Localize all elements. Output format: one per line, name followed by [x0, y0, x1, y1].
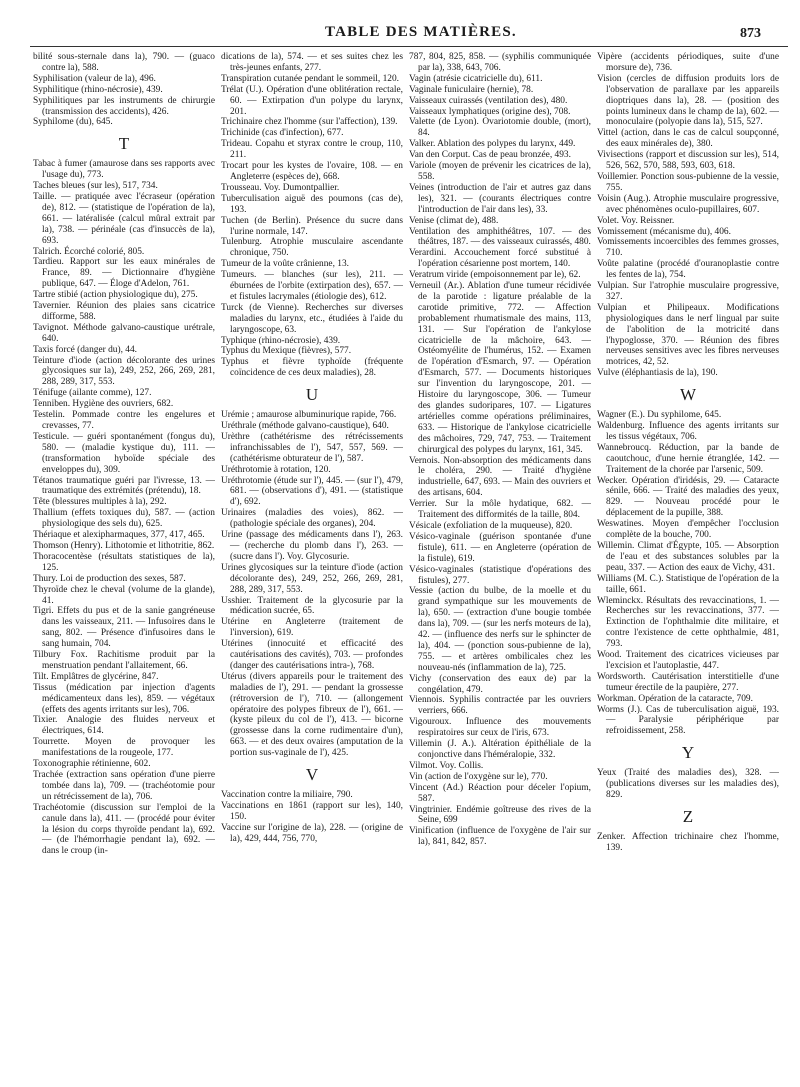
index-entry: Vésico-vaginale (guérison spontanée d'une fistule), 611. — en Angleterre (opération de la fistule), 619.: [409, 531, 591, 564]
section-letter: V: [305, 765, 319, 785]
index-entry: Trousseau. Voy. Dumontpallier.: [221, 182, 340, 193]
index-entry: Vittel (action, dans le cas de calcul soupçonné, des eaux minérales de), 380.: [597, 128, 779, 150]
index-entry: Vulpian. Sur l'atrophie musculaire progressive, 327.: [597, 281, 779, 302]
index-entry: Tenniben. Hygiène des ouvriers, 682.: [33, 399, 174, 410]
index-entry: Tigri. Effets du pus et de la sanie gangréneuse dans les vaisseaux, 211. — Infusoires dans le sang, 802. — Présence d'infusoires dans le sang humain, 704.: [33, 606, 215, 650]
index-entry: Vernois. Non-absorption des médicaments dans le choléra, 290. — Traité d'hygiène industrielle, 647, 693. — Main des ouvriers et des artisans, 604.: [409, 455, 591, 499]
section-letter: Y: [681, 743, 695, 763]
index-entry: Vagin (atrésie cicatricielle du), 611.: [409, 73, 543, 84]
index-entry: Vaisseaux cuirassés (ventilation des), 480.: [409, 95, 568, 106]
index-entry: Wordsworth. Cautérisation interstitielle d'une tumeur érectile de la paupière, 277.: [597, 671, 779, 693]
index-entry: Syphilome (du), 645.: [33, 117, 113, 128]
index-entry: Williams (M. C.). Statistique de l'opération de la taille, 661.: [597, 573, 779, 595]
index-entry: Yeux (Traité des maladies des), 328. — (publications diverses sur les maladies des), 829.: [597, 768, 779, 800]
index-entry: Vésico-vaginales (statistique d'opérations des fistules), 277.: [409, 564, 591, 586]
index-entry: Trideau. Copahu et styrax contre le croup, 110, 211.: [221, 139, 403, 161]
index-entry: Tourrette. Moyen de provoquer les manifestations de la rougeole, 177.: [33, 737, 215, 759]
index-entry: Urinaires (maladies des voies), 862. — (pathologie spéciale des organes), 204.: [221, 508, 403, 530]
index-entry: Villemin (J. A.). Altération épithéliale de la conjonctive dans l'héméralopie, 332.: [409, 739, 591, 760]
header-rule: [30, 46, 788, 47]
index-entry: Utérus (divers appareils pour le traitement des maladies de l'), 291. — pendant la grossesse (rétroversion de l'), 710. — (allongement opératoire des polypes fibreux de l'), 661. — (kyste pileux du col de l'), 413. — bicorne (grossesse dans la corne rudimentaire d'un), 663. — et des deux ovaires (amputation de la portion sus-vaginale de l'), 425.: [221, 671, 403, 759]
index-entry: Utérines (innocuité et efficacité des cautérisations des cavités), 703. — profondes (danger des cautérisations intra-), 768.: [221, 639, 403, 671]
index-entry: bilité sous-sternale dans la), 790. — (guaco contre la), 588.: [33, 52, 215, 73]
index-entry: Vincent (Ad.) Réaction pour déceler l'opium, 587.: [409, 782, 591, 804]
index-entry: Verardini. Accouchement forcé substitué à l'opération césarienne post mortem, 140.: [409, 248, 591, 270]
index-entry: Vision (cercles de diffusion produits lors de l'observation de parallaxe par les appareils dioptriques dans la), 28. — (position des points lumineux dans le champ de la), 602. — monoculaire (polyopie dans la), 515, 527.: [597, 73, 779, 128]
index-entry: Typhique (rhino-nécrosie), 439.: [221, 335, 341, 346]
index-entry: Vomissements incoercibles des femmes grosses, 710.: [597, 237, 779, 259]
index-entry: Thyroïde chez le cheval (volume de la glande), 41.: [33, 584, 215, 606]
index-entry: Variole (moyen de prévenir les cicatrices de la), 558.: [409, 161, 591, 182]
index-entry: Wood. Traitement des cicatrices vicieuses par l'excision et l'autoplastie, 447.: [597, 650, 779, 671]
index-column-1: [33, 52, 215, 1082]
index-entry: Vingtrinier. Endémie goîtreuse des rives de la Seine, 699: [409, 804, 591, 826]
index-entry: Vipère (accidents périodiques, suite d'une morsure de), 736.: [597, 52, 779, 73]
index-entry: Valker. Ablation des polypes du larynx, 449.: [409, 139, 576, 150]
index-entry: 787, 804, 825, 858. — (syphilis communiquée par la), 338, 643, 706.: [409, 52, 591, 73]
index-column-3: [409, 52, 591, 1082]
index-entry: Thériaque et alexipharmaques, 377, 417, 465.: [33, 530, 205, 541]
index-entry: Testelin. Pommade contre les engelures et crevasses, 77.: [33, 410, 215, 431]
index-entry: Transpiration cutanée pendant le sommeil, 120.: [221, 73, 400, 84]
index-entry: Uréthrale (méthode galvano-caustique), 640.: [221, 421, 389, 431]
index-entry: Workman. Opération de la cataracte, 709.: [597, 693, 753, 704]
index-entry: Vaccine sur l'origine de la), 228. — (origine de la), 429, 444, 756, 770,: [221, 822, 403, 844]
index-entry: Verrier. Sur la môle hydatique, 682. — Traitement des difformités de la taille, 804.: [409, 499, 591, 521]
index-entry: Thomson (Henry). Lithotomie et lithotritie, 862.: [33, 540, 215, 551]
index-entry: Tavernier. Réunion des plaies sans cicatrice difforme, 588.: [33, 301, 215, 322]
section-letter: Z: [682, 806, 694, 826]
index-entry: Uréthrotomie à rotation, 120.: [221, 464, 331, 475]
index-entry: Volet. Voy. Reissner.: [597, 215, 675, 226]
index-entry: Vaisseaux lymphatiques (origine des), 708.: [409, 106, 571, 117]
index-entry: Vomissement (mécanisme du), 406.: [597, 226, 731, 237]
index-entry: Van den Corput. Cas de peau bronzée, 493.: [409, 150, 571, 161]
index-entry: Toxonographie rétinienne, 602.: [33, 759, 151, 770]
index-entry: Verneuil (Ar.). Ablation d'une tumeur récidivée de la parotide : ligature préalable de la carotide primitive, 772. — Affection probablement rhumatismale des mains, 113, 131. — Sur l'opération de l'ankylose cicatricielle de la mâchoire, 643. — Ostéomyélite de l'humérus, 152. — Examen de l'opération d'Esmarch, 97. — Opération d'Esmarch, 577. — Documents historiques sur l'invention du laryngoscope, 201. — Histoire du laryngoscope, 306. — Tumeur des glandes sudoripares, 107. — Ligatures artérielles comme opérations préliminaires, 633. — Historique de l'ankylose cicatricielle des mâchoires, 729, 747, 753. — Traitement chirurgical des polypes du larynx, 161, 345.: [409, 281, 591, 455]
index-entry: Typhus du Mexique (fièvres), 577.: [221, 346, 352, 357]
index-entry: Zenker. Affection trichinaire chez l'homme, 139.: [597, 831, 779, 853]
index-entry: Ténifuge (ailante comme), 127.: [33, 388, 152, 399]
index-entry: Turck (de Vienne). Recherches sur diverses maladies du larynx, etc., étudiées à l'aide du laryngoscope, 63.: [221, 302, 403, 335]
index-entry: Wagner (E.). Du syphilome, 645.: [597, 410, 722, 421]
index-entry: Vivisections (rapport et discussion sur les), 514, 526, 562, 570, 588, 593, 603, 618.: [597, 150, 779, 172]
index-entry: Tixier. Analogie des fluides nerveux et électriques, 614.: [33, 715, 215, 737]
index-entry: Waldenburg. Influence des agents irritants sur les tissus végétaux, 706.: [597, 421, 779, 442]
index-entry: Tilbury Fox. Rachitisme produit par la menstruation pendant l'allaitement, 66.: [33, 650, 215, 671]
index-entry: Wleminckx. Résultats des revaccinations, 1. — Recherches sur les revaccinations, 377. — Extinction de l'ophthalmie dite militaire, et contre l'existence de cette ophthalmie, 481, 793.: [597, 595, 779, 650]
index-entry: Trélat (U.). Opération d'une oblitération rectale, 60. — Extirpation d'un polype du larynx, 201.: [221, 84, 403, 117]
index-entry: Tulenburg. Atrophie musculaire ascendante chronique, 750.: [221, 237, 403, 259]
running-title: TABLE DES MATIÈRES.: [325, 24, 517, 40]
index-entry: Vichy (conservation des eaux de) par la congélation, 479.: [409, 673, 591, 695]
section-letter: U: [305, 385, 319, 405]
index-entry: Trachée (extraction sans opération d'une pierre tombée dans la), 709. — (trachéotomie pour un rétrécissement de la), 706.: [33, 770, 215, 802]
index-entry: Trichinaire chez l'homme (sur l'affection), 139.: [221, 117, 398, 128]
index-entry: Viennois. Syphilis contractée par les ouvriers verriers, 666.: [409, 695, 591, 717]
index-entry: Syphilitiques par les instruments de chirurgie (transmission des accidents), 426.: [33, 95, 215, 117]
index-entry: Vessie (action du bulbe, de la moelle et du grand sympathique sur les mouvements de la), 650. — (extraction d'une bougie tombée dans la), 709. — (sur les nerfs moteurs de la), 42. — (influence des nerfs sur le sphincter de la), 404. — (ponction sous-pubienne de la), 755. — et artères ombilicales chez les nouveau-nés (inflammation de la), 725.: [409, 586, 591, 673]
index-entry: Vulve (éléphantiasis de la), 190.: [597, 368, 718, 379]
index-entry: Tavignot. Méthode galvano-caustique urétrale, 640.: [33, 322, 215, 344]
index-entry: Voillemier. Ponction sous-pubienne de la vessie, 755.: [597, 171, 779, 193]
index-entry: Trocart pour les kystes de l'ovaire, 108. — en Angleterre (espèces de), 668.: [221, 161, 403, 182]
index-entry: Utérine en Angleterre (traitement de l'inversion), 619.: [221, 617, 403, 639]
index-entry: Worms (J.). Cas de tuberculisation aiguë, 193. — Paralysie périphérique par refroidissement, 258.: [597, 704, 779, 737]
index-entry: Urines glycosiques sur la teinture d'iode (action décolorante des), 249, 252, 266, 269, 281, 288, 289, 317, 553.: [221, 562, 403, 595]
section-letter: W: [679, 385, 697, 405]
index-entry: Veines (introduction de l'air et autres gaz dans les), 321. — (courants électriques contre l'introduction de l'air dans les), 33.: [409, 182, 591, 215]
index-entry: Veratrum viride (empoisonnement par le), 62.: [409, 270, 581, 281]
index-column-4: [597, 52, 779, 1082]
index-entry: Vigouroux. Influence des mouvements respiratoires sur ceux de l'iris, 673.: [409, 717, 591, 739]
index-entry: Wecker. Opération d'iridésis, 29. — Cataracte sénile, 666. — Traité des maladies des yeux, 829. — Nouveau procédé pour le déplacement de la pupille, 388.: [597, 475, 779, 519]
index-entry: Vulpian et Philipeaux. Modifications physiologiques dans le nerf lingual par suite de l'abolition de la motricité dans l'hypoglosse, 370. — Réunion des fibres nerveuses sensitives avec les fibres nerveuses motrices, 42, 52.: [597, 302, 779, 368]
index-entry: Vésicale (exfoliation de la muqueuse), 820.: [409, 520, 573, 531]
index-entry: Weswatines. Moyen d'empêcher l'occlusion complète de la bouche, 700.: [597, 519, 779, 541]
index-entry: Teinture d'iode (action décolorante des urines glycosiques sur la), 249, 252, 266, 269, 281, 288, 289, 317, 553.: [33, 355, 215, 388]
page-number: 873: [740, 26, 761, 41]
index-entry: Syphilitique (rhino-nécrosie), 439.: [33, 84, 163, 95]
index-entry: Tête (blessures multiples à la), 292.: [33, 497, 167, 508]
index-entry: Typhus et fièvre typhoïde (fréquente coïncidence de ces deux maladies), 28.: [221, 357, 403, 379]
index-entry: Tuberculisation aiguë des poumons (cas de), 193.: [221, 193, 403, 215]
index-entry: Vin (action de l'oxygène sur le), 770.: [409, 771, 548, 782]
index-entry: Wannebroucq. Réduction, par la bande de caoutchouc, d'une hernie étranglée, 142. — Traitement de la chorée par l'arsenic, 509.: [597, 442, 779, 475]
index-entry: Vaginale funiculaire (hernie), 78.: [409, 84, 534, 95]
index-entry: Trichinide (cas d'infection), 677.: [221, 128, 344, 139]
index-entry: Vaccination contre la miliaire, 790.: [221, 790, 353, 800]
index-entry: Urémie ; amaurose albuminurique rapide, 766.: [221, 410, 397, 421]
index-entry: Tabac à fumer (amaurose dans ses rapports avec l'usage du), 773.: [33, 159, 215, 181]
index-entry: Taches bleues (sur les), 517, 734.: [33, 181, 158, 192]
index-entry: Vinification (influence de l'oxygène de l'air sur la), 841, 842, 857.: [409, 826, 591, 848]
index-entry: Usshier. Traitement de la glycosurie par la médication sucrée, 65.: [221, 595, 403, 617]
index-entry: Willemin. Climat d'Égypte, 105. — Absorption de l'eau et des substances solubles par la peau, 337. — Action des eaux de Vichy, 431.: [597, 540, 779, 573]
section-letter: T: [118, 134, 130, 154]
index-entry: Tumeur de la voûte crânienne, 13.: [221, 259, 350, 270]
index-entry: Taxis forcé (danger du), 44.: [33, 344, 137, 355]
index-entry: Syphilisation (valeur de la), 496.: [33, 73, 156, 84]
index-entry: Tissus (médication par injection d'agents médicamenteux dans les), 859. — végétaux (effets des agents irritants sur les), 706.: [33, 682, 215, 715]
index-column-2: [221, 52, 403, 1082]
index-entry: Ventilation des amphithéâtres, 107. — des théâtres, 187. — des vaisseaux cuirassés, 480.: [409, 226, 591, 248]
index-entry: Tumeurs. — blanches (sur les), 211. — éburnées de l'orbite (extirpation des), 657. — et fistules lacrymales (étiologie des), 612.: [221, 270, 403, 302]
index-entry: Urèthre (cathétérisme des rétrécissements infranchissables de l'), 547, 557, 569. — (cathétérisme obturateur de l'), 587.: [221, 431, 403, 464]
index-entry: Urine (passage des médicaments dans l'), 263. — (recherche du plomb dans l'), 263. — (sucre dans l'). Voy. Glycosurie.: [221, 530, 403, 562]
index-entry: Vilmot. Voy. Collis.: [409, 760, 484, 771]
index-entry: Vaccinations en 1861 (rapport sur les), 140, 150.: [221, 800, 403, 822]
index-entry: Taille. — pratiquée avec l'écraseur (opération de), 812. — (statistique de l'opération de la), 661. — latéralisée (calcul mûral extrait par la), 738. — périnéale (cas d'insuccès de la), 693.: [33, 191, 215, 246]
index-entry: Trachéotomie (discussion sur l'emploi de la canule dans la), 411. — (procédé pour éviter la lésion du corps thyroïde pendant la), 692. — (de l'hémorrhagie pendant la), 692. — dans le croup (in-: [33, 802, 215, 857]
index-entry: Tuchen (de Berlin). Présence du sucre dans l'urine normale, 147.: [221, 215, 403, 237]
index-entry: Testicule. — guéri spontanément (fongus du), 580. — (maladie kystique du), 111. — (transformation hyboïde spéciale des enveloppes du), 309.: [33, 431, 215, 475]
index-entry: Tartre stibié (action physiologique du), 275.: [33, 290, 198, 301]
index-entry: Voûte palatine (procédé d'ouranoplastie contre les fentes de la), 754.: [597, 259, 779, 281]
index-entry: dications de la), 574. — et ses suites chez les très-jeunes enfants, 277.: [221, 52, 403, 73]
index-entry: Tardieu. Rapport sur les eaux minérales de France, 89. — Dictionnaire d'hygiène publique, 647. — Éloge d'Adelon, 761.: [33, 257, 215, 290]
index-entry: Talrich. Écorché colorié, 805.: [33, 246, 145, 257]
index-entry: Uréthrotomie (étude sur l'), 445. — (sur l'), 479, 681. — (observations d'), 491. — (statistique d'), 692.: [221, 475, 403, 508]
index-entry: Tétanos traumatique guéri par l'ivresse, 13. — traumatique des extrémités (prétendu), 18.: [33, 475, 215, 497]
index-entry: Thoracocentèse (résultats statistiques de la), 125.: [33, 551, 215, 573]
index-entry: Valette (de Lyon). Ovariotomie double, (mort), 84.: [409, 117, 591, 139]
index-entry: Venise (climat de), 488.: [409, 215, 499, 226]
index-entry: Thallium (effets toxiques du), 587. — (action physiologique des sels du), 625.: [33, 508, 215, 530]
index-entry: Thury. Loi de production des sexes, 587.: [33, 573, 186, 584]
page-header: [0, 0, 800, 52]
index-entry: Tilt. Emplâtres de glycérine, 847.: [33, 671, 159, 682]
index-entry: Voisin (Aug.). Atrophie musculaire progressive, avec phénomènes oculo-pupillaires, 607.: [597, 193, 779, 215]
